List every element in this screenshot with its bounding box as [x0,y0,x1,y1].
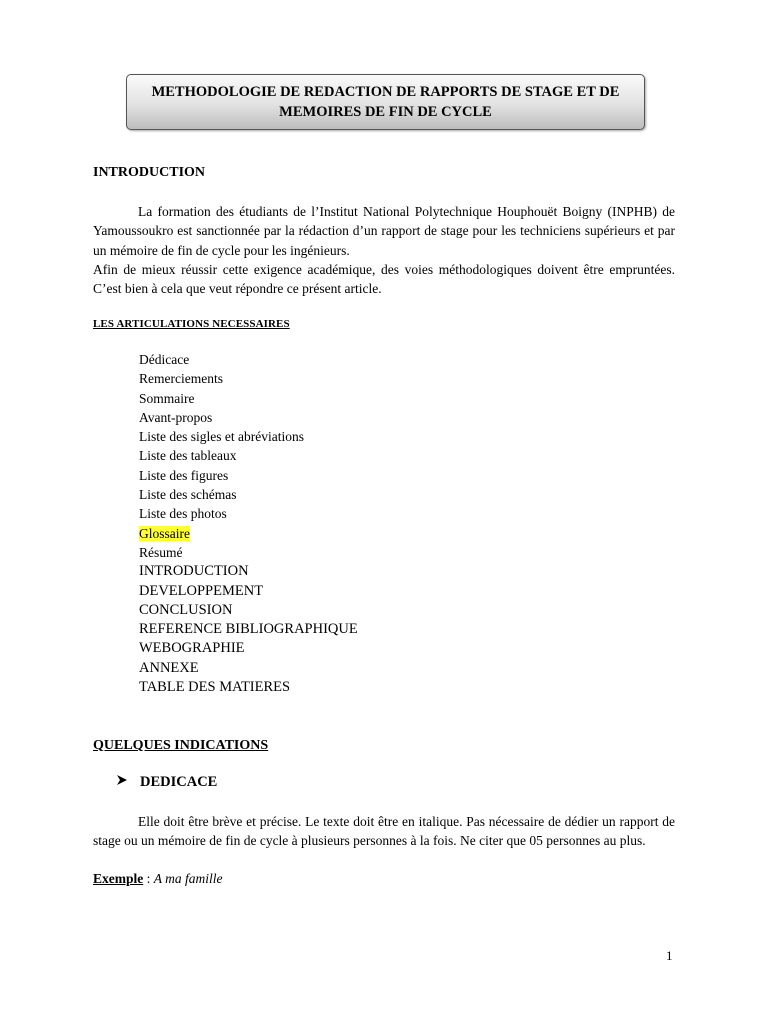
list-item: ANNEXE [139,659,199,676]
list-item: INTRODUCTION [139,563,249,580]
list-item: Liste des sigles et abréviations [139,429,304,445]
dedicace-heading-text: DEDICACE [140,774,218,790]
list-item: Liste des figures [139,467,229,483]
list-item: Avant-propos [139,409,213,425]
highlighted-text: Glossaire [139,525,190,541]
list-item: Liste des schémas [139,487,237,503]
list-item: WEBOGRAPHIE [139,640,245,657]
introduction-paragraph-1: La formation des étudiants de l’Institut National Polytechnique Houphouët Boigny (INPHB) de Yamoussoukro est sanctionnée par la rédaction d’un rapport de stage pour les techniciens supérieurs et par un mémoire de fin de cycle pour les ingénieurs. [93,204,675,258]
dedicace-heading [116,774,217,791]
list-item: Liste des photos [139,506,227,522]
articulations-list [139,350,358,697]
example-text: A ma famille [153,871,223,886]
document-title-line2: MEMOIRES DE FIN DE CYCLE [279,104,492,120]
list-item: Liste des tableaux [139,448,237,464]
introduction-paragraph-2: Afin de mieux réussir cette exigence académique, des voies méthodologiques doivent être empruntées. C’est bien à cela que veut répondre ce présent article. [93,261,675,297]
list-item: Remerciements [139,371,223,387]
list-item: DEVELOPPEMENT [139,582,264,599]
arrowhead-bullet-icon [116,774,140,791]
articulations-heading: LES ARTICULATIONS NECESSAIRES [93,318,290,330]
list-item: Résumé [139,544,183,560]
example-separator: : [143,871,154,886]
list-item: Sommaire [139,390,195,406]
introduction-heading: INTRODUCTION [93,165,206,180]
document-title-box [126,74,645,130]
list-item: CONCLUSION [139,601,233,618]
list-item: REFERENCE BIBLIOGRAPHIQUE [139,621,358,638]
example-line [93,871,223,887]
dedicace-paragraph: Elle doit être brève et précise. Le texte doit être en italique. Pas nécessaire de dédier un rapport de stage ou un mémoire de fin de cycle à plusieurs personnes à la fois. Ne citer que 05 personnes au plus. [93,814,675,849]
list-item: TABLE DES MATIERES [139,679,291,696]
introduction-body [93,202,675,298]
dedicace-body [93,812,675,851]
example-label: Exemple [93,871,144,886]
page-number: 1 [666,948,673,963]
list-item-highlighted [139,524,358,543]
document-title-line1: METHODOLOGIE DE REDACTION DE RAPPORTS DE STAGE ET DE [151,84,620,100]
indications-heading: QUELQUES INDICATIONS [93,738,269,753]
list-item: Dédicace [139,352,190,367]
